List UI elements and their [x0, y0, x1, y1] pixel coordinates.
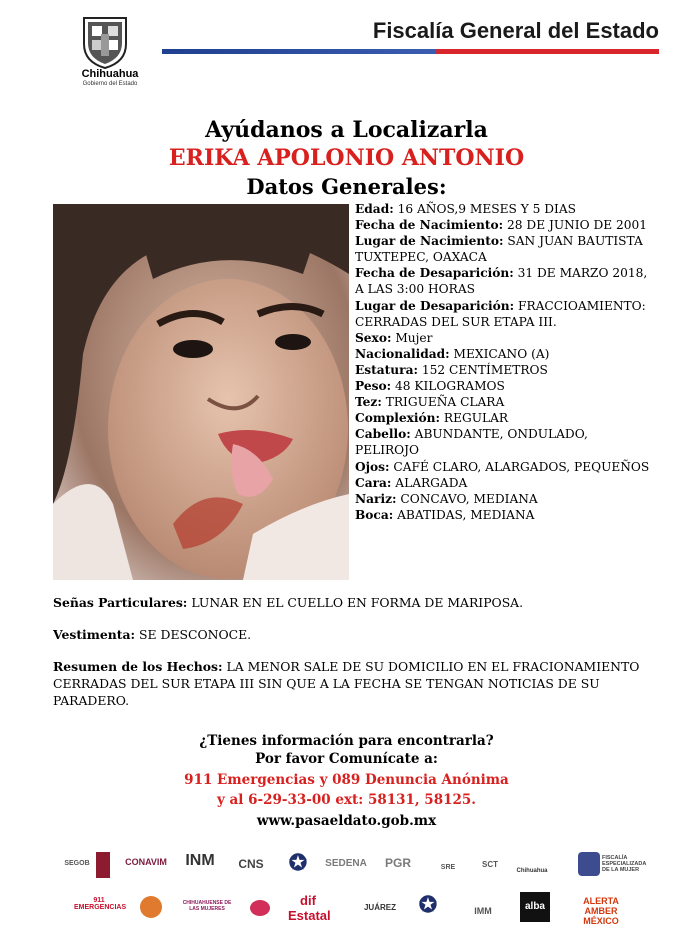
juarez-logo: JUÁREZ — [363, 903, 396, 912]
detail-value: MEXICANO (A) — [449, 346, 550, 361]
chihuahua-logo: Chihuahua — [516, 868, 548, 874]
detail-label: Nariz: — [355, 491, 397, 506]
detail-value: CAFÉ CLARO, ALARGADOS, PEQUEÑOS — [389, 459, 650, 474]
detail-edad — [355, 201, 655, 217]
detail-value: ABUNDANTE, ONDULADO, PELIROJO — [355, 427, 588, 458]
section-heading: Datos Generales: — [246, 174, 447, 199]
detail-value: 31 DE MARZO 2018, A LAS 3:00 HORAS — [355, 266, 648, 297]
agency-name: Fiscalía General del Estado — [372, 18, 659, 43]
contact-prompt: Por favor Comunícate a: — [255, 751, 438, 767]
alerta-amber-logo: ALERTA AMBER MÉXICO — [583, 896, 619, 926]
detail-label: Lugar de Desaparición: — [355, 298, 515, 313]
mexico-shield-icon — [96, 852, 110, 878]
detail-tez — [355, 394, 655, 410]
detail-cara — [355, 475, 655, 491]
detail-label: Boca: — [355, 507, 394, 522]
detail-label: Fecha de Nacimiento: — [355, 218, 504, 233]
alba-logo: alba — [520, 892, 550, 922]
detail-label: Nacionalidad: — [355, 346, 450, 361]
seal-name: Chihuahua — [81, 68, 139, 80]
fiscalia-mujer-logo: FISCALÍA ESPECIALIZADA DE LA MUJER — [602, 855, 647, 873]
emergencias-911-logo: 911 EMERGENCIAS — [74, 897, 127, 911]
institute-emblem-icon — [140, 896, 162, 918]
sre-logo: SRE — [440, 864, 456, 871]
sedena-logo: SEDENA — [325, 858, 367, 869]
detail-label: Peso: — [355, 379, 392, 394]
detail-label: Complexión: — [355, 411, 441, 426]
vestimenta-value: SE DESCONOCE. — [135, 627, 252, 642]
info-question: ¿Tienes información para encontrarla? — [199, 733, 494, 749]
detail-peso — [355, 378, 655, 394]
detail-label: Tez: — [355, 395, 382, 410]
police-badge-icon: ✪ — [418, 892, 438, 917]
cns-logo: CNS — [238, 857, 264, 871]
detail-lugar-desaparicion — [355, 298, 655, 330]
general-data-list — [355, 201, 655, 523]
detail-value: ALARGADA — [391, 475, 468, 490]
detail-value: 16 AÑOS,9 MESES Y 5 DIAS — [393, 202, 576, 216]
detail-fecha-desaparicion — [355, 265, 655, 297]
detail-value: CONCAVO, MEDIANA — [396, 491, 538, 506]
imm-logo: IMM — [474, 906, 492, 916]
phone-extensions: y al 6-29-33-00 ext: 58131, 58125. — [217, 792, 476, 808]
dif-logo: dif Estatal — [288, 893, 331, 923]
detail-boca — [355, 507, 655, 523]
detail-value: 48 KILOGRAMOS — [391, 379, 505, 394]
sct-logo: SCT — [482, 860, 498, 869]
conavim-logo: CONAVIM — [125, 857, 167, 867]
inm-logo: INM — [185, 852, 215, 869]
detail-value: TRIGUEÑA CLARA — [381, 395, 505, 410]
facts-summary — [53, 658, 663, 709]
website-link[interactable]: www.pasaeldato.gob.mx — [256, 813, 437, 829]
detail-cabello — [355, 426, 655, 458]
detail-ojos — [355, 459, 655, 475]
missing-person-photo — [53, 204, 349, 580]
detail-value: Mujer — [391, 330, 433, 345]
pgr-logo: PGR — [384, 856, 411, 870]
detail-value: REGULAR — [440, 411, 509, 426]
header-divider — [162, 49, 659, 54]
senas-label: Señas Particulares: — [53, 595, 188, 610]
detail-label: Edad: — [355, 202, 394, 216]
detail-complexion — [355, 410, 655, 426]
police-star-icon: ✪ — [288, 850, 308, 875]
detail-label: Cara: — [355, 475, 392, 490]
detail-label: Estatura: — [355, 362, 418, 377]
missing-person-name: ERIKA APOLONIO ANTONIO — [168, 145, 525, 171]
detail-fecha-nacimiento — [355, 217, 655, 233]
detail-value: 28 DE JUNIO DE 2001 — [503, 218, 648, 233]
detail-label: Fecha de Desaparición: — [355, 266, 514, 281]
instituto-mujeres-logo: CHIHUAHUENSE DE LAS MUJERES — [182, 900, 232, 912]
detail-lugar-nacimiento — [355, 233, 655, 265]
segob-logo: SEGOB — [64, 860, 90, 867]
resumen-label: Resumen de los Hechos: — [53, 659, 223, 674]
vestimenta-label: Vestimenta: — [53, 627, 136, 642]
clothing — [53, 626, 663, 643]
detail-value: FRACCIOAMIENTO: CERRADAS DEL SUR ETAPA III. — [355, 298, 646, 329]
detail-nariz — [355, 491, 655, 507]
state-seal-logo — [76, 14, 134, 70]
detail-sexo — [355, 330, 655, 346]
resumen-value: LA MENOR SALE DE SU DOMICILIO EN EL FRACIONAMIENTO CERRADAS DEL SUR ETAPA III SIN QUE A LA FECHA SE TENGAN NOTICIAS DE SU PARADERO. — [53, 659, 640, 708]
seal-subtitle: Gobierno del Estado — [82, 81, 138, 87]
detail-value: ABATIDAS, MEDIANA — [393, 507, 535, 522]
emergency-numbers: 911 Emergencias y 089 Denuncia Anónima — [184, 772, 509, 788]
detail-estatura — [355, 362, 655, 378]
detail-value: 152 CENTÍMETROS — [418, 362, 548, 377]
detail-label: Ojos: — [355, 459, 390, 474]
fiscalia-mujer-emblem-icon — [578, 852, 600, 876]
detail-value: SAN JUAN BAUTISTA TUXTEPEC, OAXACA — [355, 234, 643, 265]
detail-nacionalidad — [355, 346, 655, 362]
senas-value: LUNAR EN EL CUELLO EN FORMA DE MARIPOSA. — [187, 595, 524, 610]
headline: Ayúdanos a Localizarla — [205, 117, 488, 143]
justice-center-emblem-icon — [250, 900, 270, 916]
detail-label: Sexo: — [355, 330, 392, 345]
distinguishing-marks — [53, 594, 663, 611]
detail-label: Lugar de Nacimiento: — [355, 234, 504, 249]
detail-label: Cabello: — [355, 427, 411, 442]
